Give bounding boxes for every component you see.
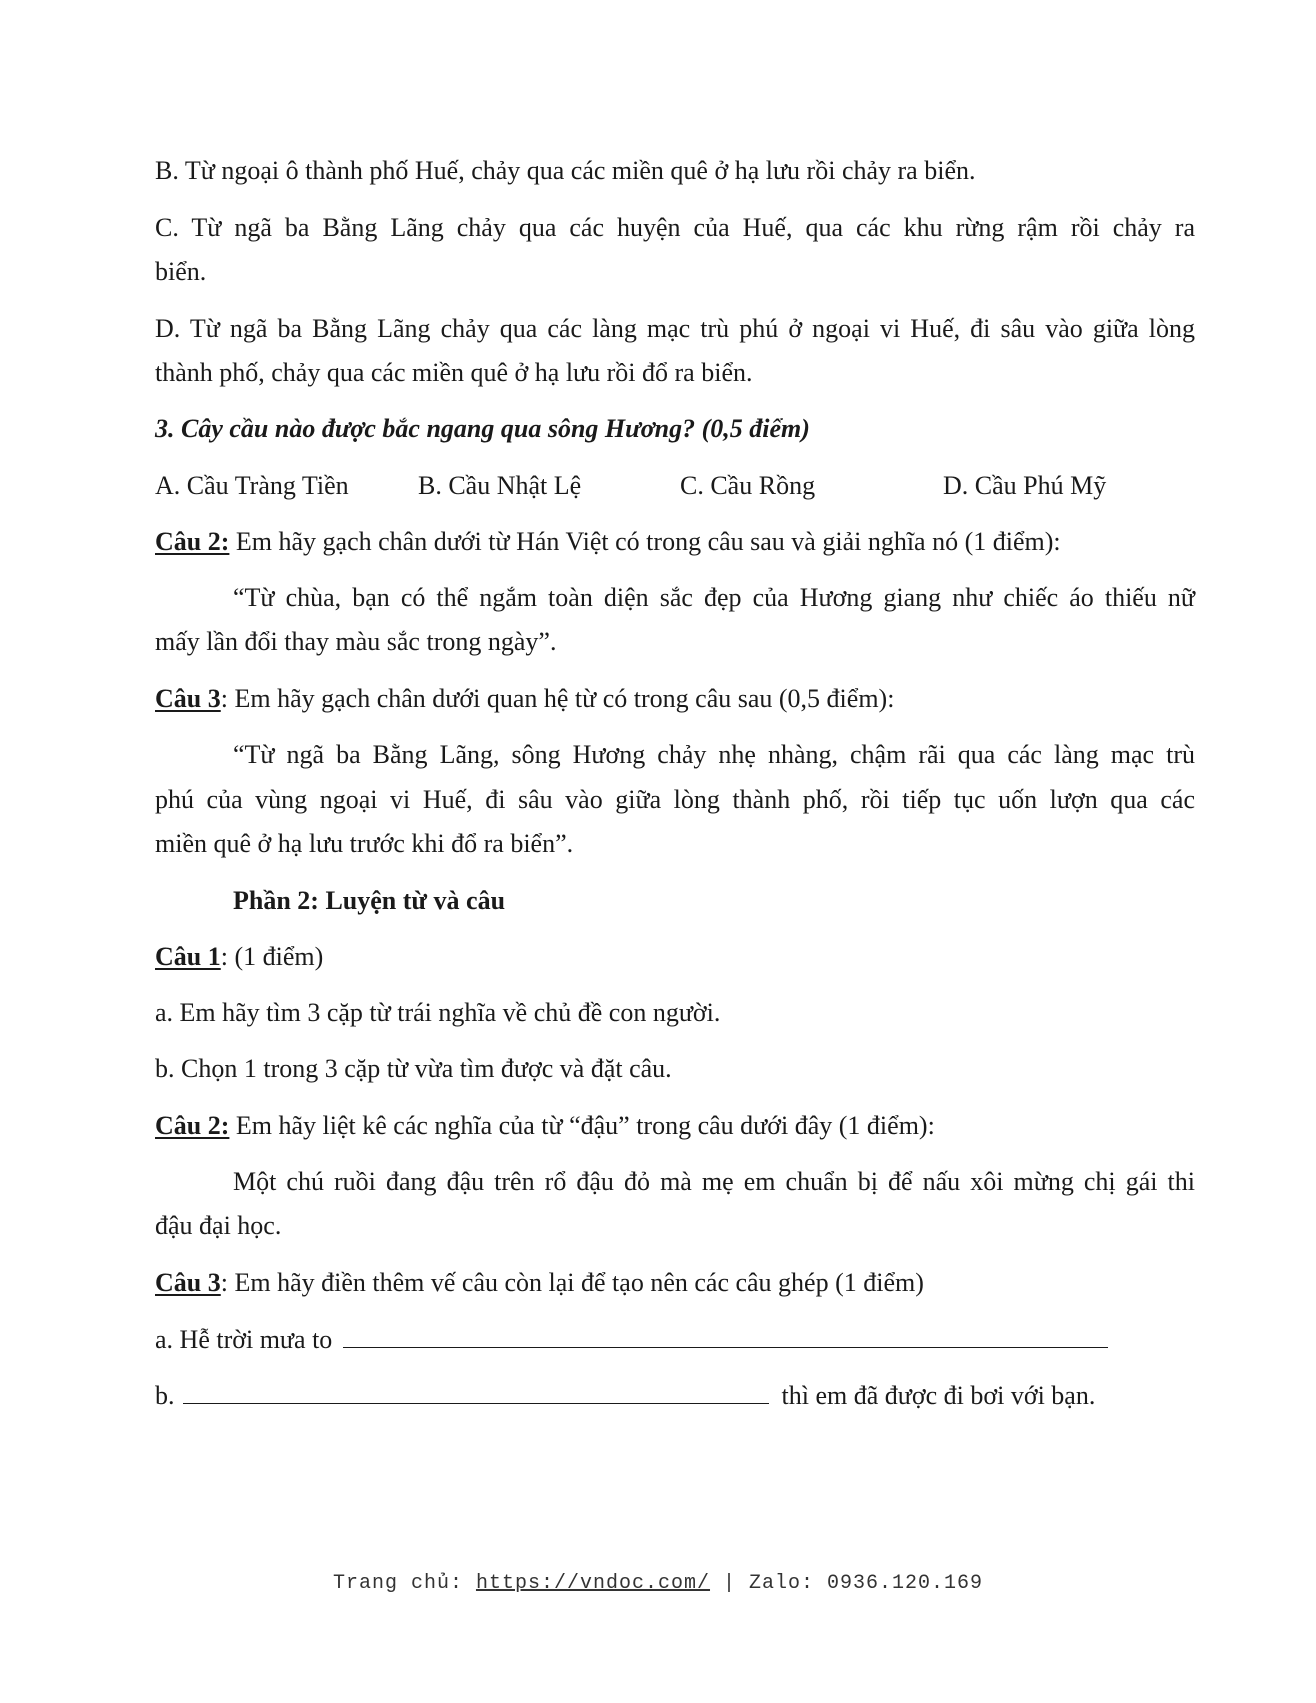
cau3-quote-line-3: miền quê ở hạ lưu trước khi đổ ra biển”.	[155, 829, 574, 858]
p2-cau1-heading	[155, 941, 323, 973]
option-d-line-1: D. Từ ngã ba Bằng Lãng chảy qua các làng mạc trù phú ở ngoại vi Huế, đi sâu vào giữa lòng	[155, 314, 1195, 343]
p2-cau2-label: Câu 2:	[155, 1111, 230, 1140]
cau2-label: Câu 2:	[155, 527, 230, 556]
cau2-heading	[155, 526, 1061, 558]
bridge-option-d: D. Cầu Phú Mỹ	[943, 471, 1107, 500]
cau3-label: Câu 3	[155, 684, 221, 713]
page-footer	[0, 1572, 1316, 1595]
cau3-quote-line-1: “Từ ngã ba Bằng Lãng, sông Hương chảy nhẹ nhàng, chậm rãi qua các làng mạc trù	[233, 740, 1195, 769]
p2-cau2-sentence-line-2: đậu đại học.	[155, 1211, 282, 1240]
p2-cau1-text: : (1 điểm)	[220, 942, 324, 971]
footer-prefix: Trang chủ:	[332, 1572, 476, 1595]
cau3-heading	[155, 683, 894, 715]
option-c-line-2: biển.	[155, 257, 207, 286]
footer-homepage-link[interactable]: https://vndoc.com/	[475, 1572, 711, 1595]
question-3-title: 3. Cây cầu nào được bắc ngang qua sông Hương? (0,5 điểm)	[155, 414, 810, 443]
option-d-line-2: thành phố, chảy qua các miền quê ở hạ lưu rồi đổ ra biển.	[155, 358, 753, 387]
p2-cau3-item-a-text: a. Hễ trời mưa to	[155, 1325, 333, 1354]
p2-cau3-item-b	[155, 1379, 1095, 1412]
p2-cau3-heading	[155, 1267, 924, 1299]
option-c-line-1: C. Từ ngã ba Bằng Lãng chảy qua các huyện của Huế, qua các khu rừng rậm rồi chảy ra	[155, 213, 1195, 242]
cau2-quote-line-2: mấy lần đổi thay màu sắc trong ngày”.	[155, 627, 557, 656]
p2-cau3-item-b-prefix: b.	[155, 1381, 175, 1410]
p2-cau2-heading	[155, 1110, 935, 1142]
cau3-quote-line-2: phú của vùng ngoại vi Huế, đi sâu vào giữa lòng thành phố, rồi tiếp tục uốn lượn qua các	[155, 785, 1195, 814]
cau2-text: Em hãy gạch chân dưới từ Hán Việt có trong câu sau và giải nghĩa nó (1 điểm):	[229, 527, 1061, 556]
fill-in-blank-a[interactable]	[343, 1323, 1108, 1348]
footer-zalo: | Zalo: 0936.120.169	[710, 1572, 984, 1595]
bridge-option-a: A. Cầu Tràng Tiền	[155, 471, 349, 500]
part-2-title: Phần 2: Luyện từ và câu	[233, 886, 506, 915]
option-b-line: B. Từ ngoại ô thành phố Huế, chảy qua các miền quê ở hạ lưu rồi chảy ra biển.	[155, 156, 976, 185]
p2-cau2-sentence-line-1: Một chú ruồi đang đậu trên rổ đậu đỏ mà mẹ em chuẩn bị để nấu xôi mừng chị gái thi	[233, 1167, 1195, 1196]
p2-cau1-item-a: a. Em hãy tìm 3 cặp từ trái nghĩa về chủ đề con người.	[155, 998, 721, 1027]
bridge-option-c: C. Cầu Rồng	[680, 471, 816, 500]
p2-cau3-text: : Em hãy điền thêm vế câu còn lại để tạo nên các câu ghép (1 điểm)	[220, 1268, 924, 1297]
p2-cau1-label: Câu 1	[155, 942, 221, 971]
p2-cau3-label: Câu 3	[155, 1268, 221, 1297]
p2-cau3-item-a	[155, 1323, 1108, 1356]
bridge-option-b: B. Cầu Nhật Lệ	[418, 471, 582, 500]
p2-cau1-item-b: b. Chọn 1 trong 3 cặp từ vừa tìm được và đặt câu.	[155, 1054, 672, 1083]
cau3-text: : Em hãy gạch chân dưới quan hệ từ có trong câu sau (0,5 điểm):	[220, 684, 895, 713]
cau2-quote-line-1: “Từ chùa, bạn có thể ngắm toàn diện sắc đẹp của Hương giang như chiếc áo thiếu nữ	[233, 583, 1195, 612]
p2-cau2-text: Em hãy liệt kê các nghĩa của từ “đậu” trong câu dưới đây (1 điểm):	[229, 1111, 935, 1140]
fill-in-blank-b[interactable]	[183, 1379, 769, 1404]
p2-cau3-item-b-suffix: thì em đã được đi bơi với bạn.	[781, 1381, 1096, 1410]
